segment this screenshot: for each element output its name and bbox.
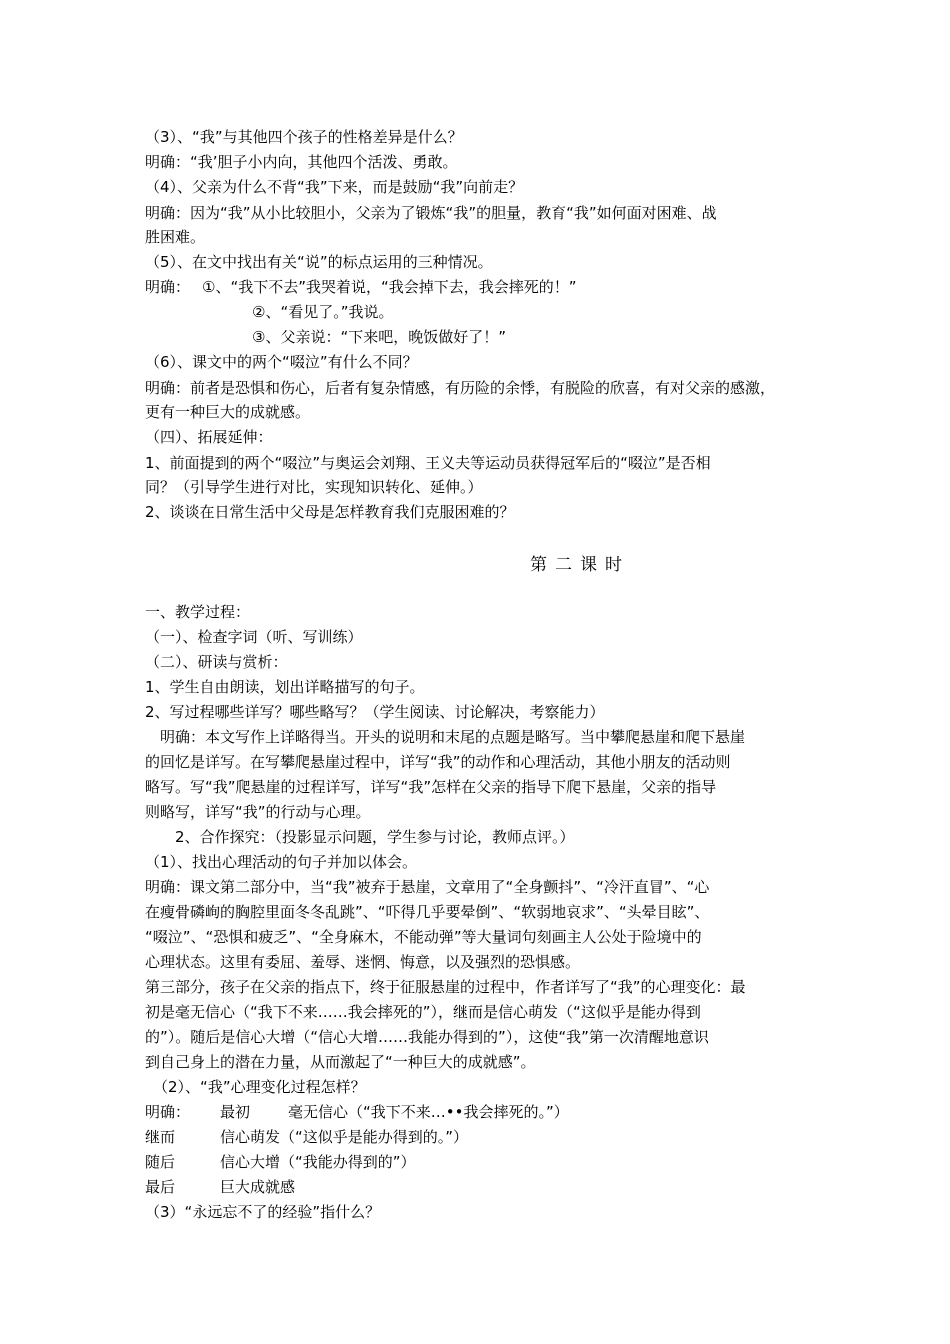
lesson-title: 第二课时 xyxy=(530,555,630,575)
change-row-1-label: 明确： xyxy=(145,1103,191,1121)
inquiry-answer-1-line-5: 第三部分，孩子在父亲的指点下，终于征服悬崖的过程中，作者详写了“我”的心理变化：最 xyxy=(145,978,746,996)
extension-1-line-1: 1、前面提到的两个“啜泣”与奥运会刘翔、王义夫等运动员获得冠军后的“啜泣”是否相 xyxy=(145,454,711,472)
change-row-3-text: 信心大增（“我能办得到的”） xyxy=(220,1153,416,1171)
question-6: （6）、课文中的两个“啜泣”有什么不同？ xyxy=(145,353,418,371)
answer-6-line-2: 更有一种巨大的成就感。 xyxy=(145,403,311,421)
answer-5-item-1: ①、“我下不去”我哭着说，“我会掉下去，我会摔死的！” xyxy=(202,278,577,296)
answer-6-line-1: 明确：前者是恐惧和伤心，后者有复杂情感，有历险的余悸，有脱险的欣喜，有对父亲的感激， xyxy=(145,379,776,397)
inquiry-answer-1-line-6: 初是毫无信心（“我下不来……我会摔死的”），继而是信心萌发（“这似乎是能办得到 xyxy=(145,1003,701,1021)
extension-1-line-2: 同？（引导学生进行对比，实现知识转化、延伸。） xyxy=(145,478,483,496)
inquiry-question-2: （2）、“我”心理变化过程怎样？ xyxy=(153,1078,366,1096)
item-2-answer-line-4: 则略写，详写“我”的行动与心理。 xyxy=(145,803,371,821)
change-row-1-text: 毫无信心（“我下不来…••我会摔死的。”） xyxy=(288,1103,569,1121)
change-row-4-text: 巨大成就感 xyxy=(220,1178,296,1196)
change-row-3-stage: 随后 xyxy=(145,1153,176,1171)
answer-4-line-2: 胜困难。 xyxy=(145,228,206,246)
step-1-check-words: （一）、检查字词（听、写训练） xyxy=(145,628,363,646)
inquiry-answer-1-line-8: 到自己身上的潜在力量，从而激起了“一种巨大的成就感”。 xyxy=(145,1053,536,1071)
step-2-reading-analysis: （二）、研读与赏析： xyxy=(145,653,288,671)
inquiry-answer-1-line-4: 心理状态。这里有委屈、羞辱、迷惘、悔意，以及强烈的恐惧感。 xyxy=(145,953,581,971)
answer-5-item-2: ②、“看见了。”我说。 xyxy=(252,303,394,321)
inquiry-question-3: （3）“永远忘不了的经验”指什么？ xyxy=(145,1203,381,1221)
change-row-4-stage: 最后 xyxy=(145,1178,176,1196)
item-3-cooperative-inquiry: 2、合作探究：（投影显示问题，学生参与讨论，教师点评。） xyxy=(175,828,575,846)
inquiry-answer-1-line-3: “啜泣”、“恐惧和疲乏”、“全身麻木，不能动弹”等大量词句刻画主人公处于险境中的 xyxy=(145,928,702,946)
inquiry-answer-1-line-2: 在瘦骨磷峋的胸腔里面冬冬乱跳”、“吓得几乎要晕倒”、“软弱地哀求”、“头晕目眩”、 xyxy=(145,903,710,921)
question-5: （5）、在文中找出有关“说”的标点运用的三种情况。 xyxy=(145,253,493,271)
answer-5-label: 明确： xyxy=(145,278,191,296)
item-1: 1、学生自由朗读，划出详略描写的句子。 xyxy=(145,678,425,696)
change-row-2-text: 信心萌发（“这似乎是能办得到的。”） xyxy=(220,1128,469,1146)
inquiry-answer-1-line-7: 的”）。随后是信心大增（“信心大增……我能办得到的”），这使“我”第一次清醒地意识 xyxy=(145,1028,709,1046)
section-extension-heading: （四）、拓展延伸： xyxy=(145,428,273,446)
extension-2: 2、谈谈在日常生活中父母是怎样教育我们克服困难的？ xyxy=(145,503,515,521)
change-row-2-stage: 继而 xyxy=(145,1128,176,1146)
question-3: （3）、“我”与其他四个孩子的性格差异是什么？ xyxy=(145,128,463,146)
change-row-1-stage: 最初 xyxy=(220,1103,251,1121)
question-4: （4）、父亲为什么不背“我”下来，而是鼓励“我”向前走？ xyxy=(145,178,524,196)
teaching-process-heading: 一、教学过程： xyxy=(145,603,251,621)
item-2-answer-line-3: 略写。写“我”爬悬崖的过程详写，详写“我”怎样在父亲的指导下爬下悬崖，父亲的指导 xyxy=(145,778,717,796)
inquiry-question-1: （1）、找出心理活动的句子并加以体会。 xyxy=(145,853,418,871)
item-2-answer-line-2: 的回忆是详写。在写攀爬悬崖过程中，详写“我”的动作和心理活动，其他小朋友的活动则 xyxy=(145,753,731,771)
item-2: 2、写过程哪些详写？哪些略写？（学生阅读、讨论解决，考察能力） xyxy=(145,703,605,721)
answer-5-item-3: ③、父亲说：“下来吧，晚饭做好了！” xyxy=(252,328,506,346)
answer-4-line-1: 明确：因为“我”从小比较胆小，父亲为了锻炼“我”的胆量，教育“我”如何面对困难、战 xyxy=(145,204,717,222)
answer-3: 明确：“我’胆子小内向，其他四个活泼、勇敢。 xyxy=(145,153,458,171)
item-2-answer-line-1: 明确：本文写作上详略得当。开头的说明和末尾的点题是略写。当中攀爬悬崖和爬下悬崖 xyxy=(160,728,746,746)
inquiry-answer-1-line-1: 明确：课文第二部分中，当“我”被弃于悬崖，文章用了“全身颤抖”、“冷汗直冒”、“心 xyxy=(145,878,710,896)
